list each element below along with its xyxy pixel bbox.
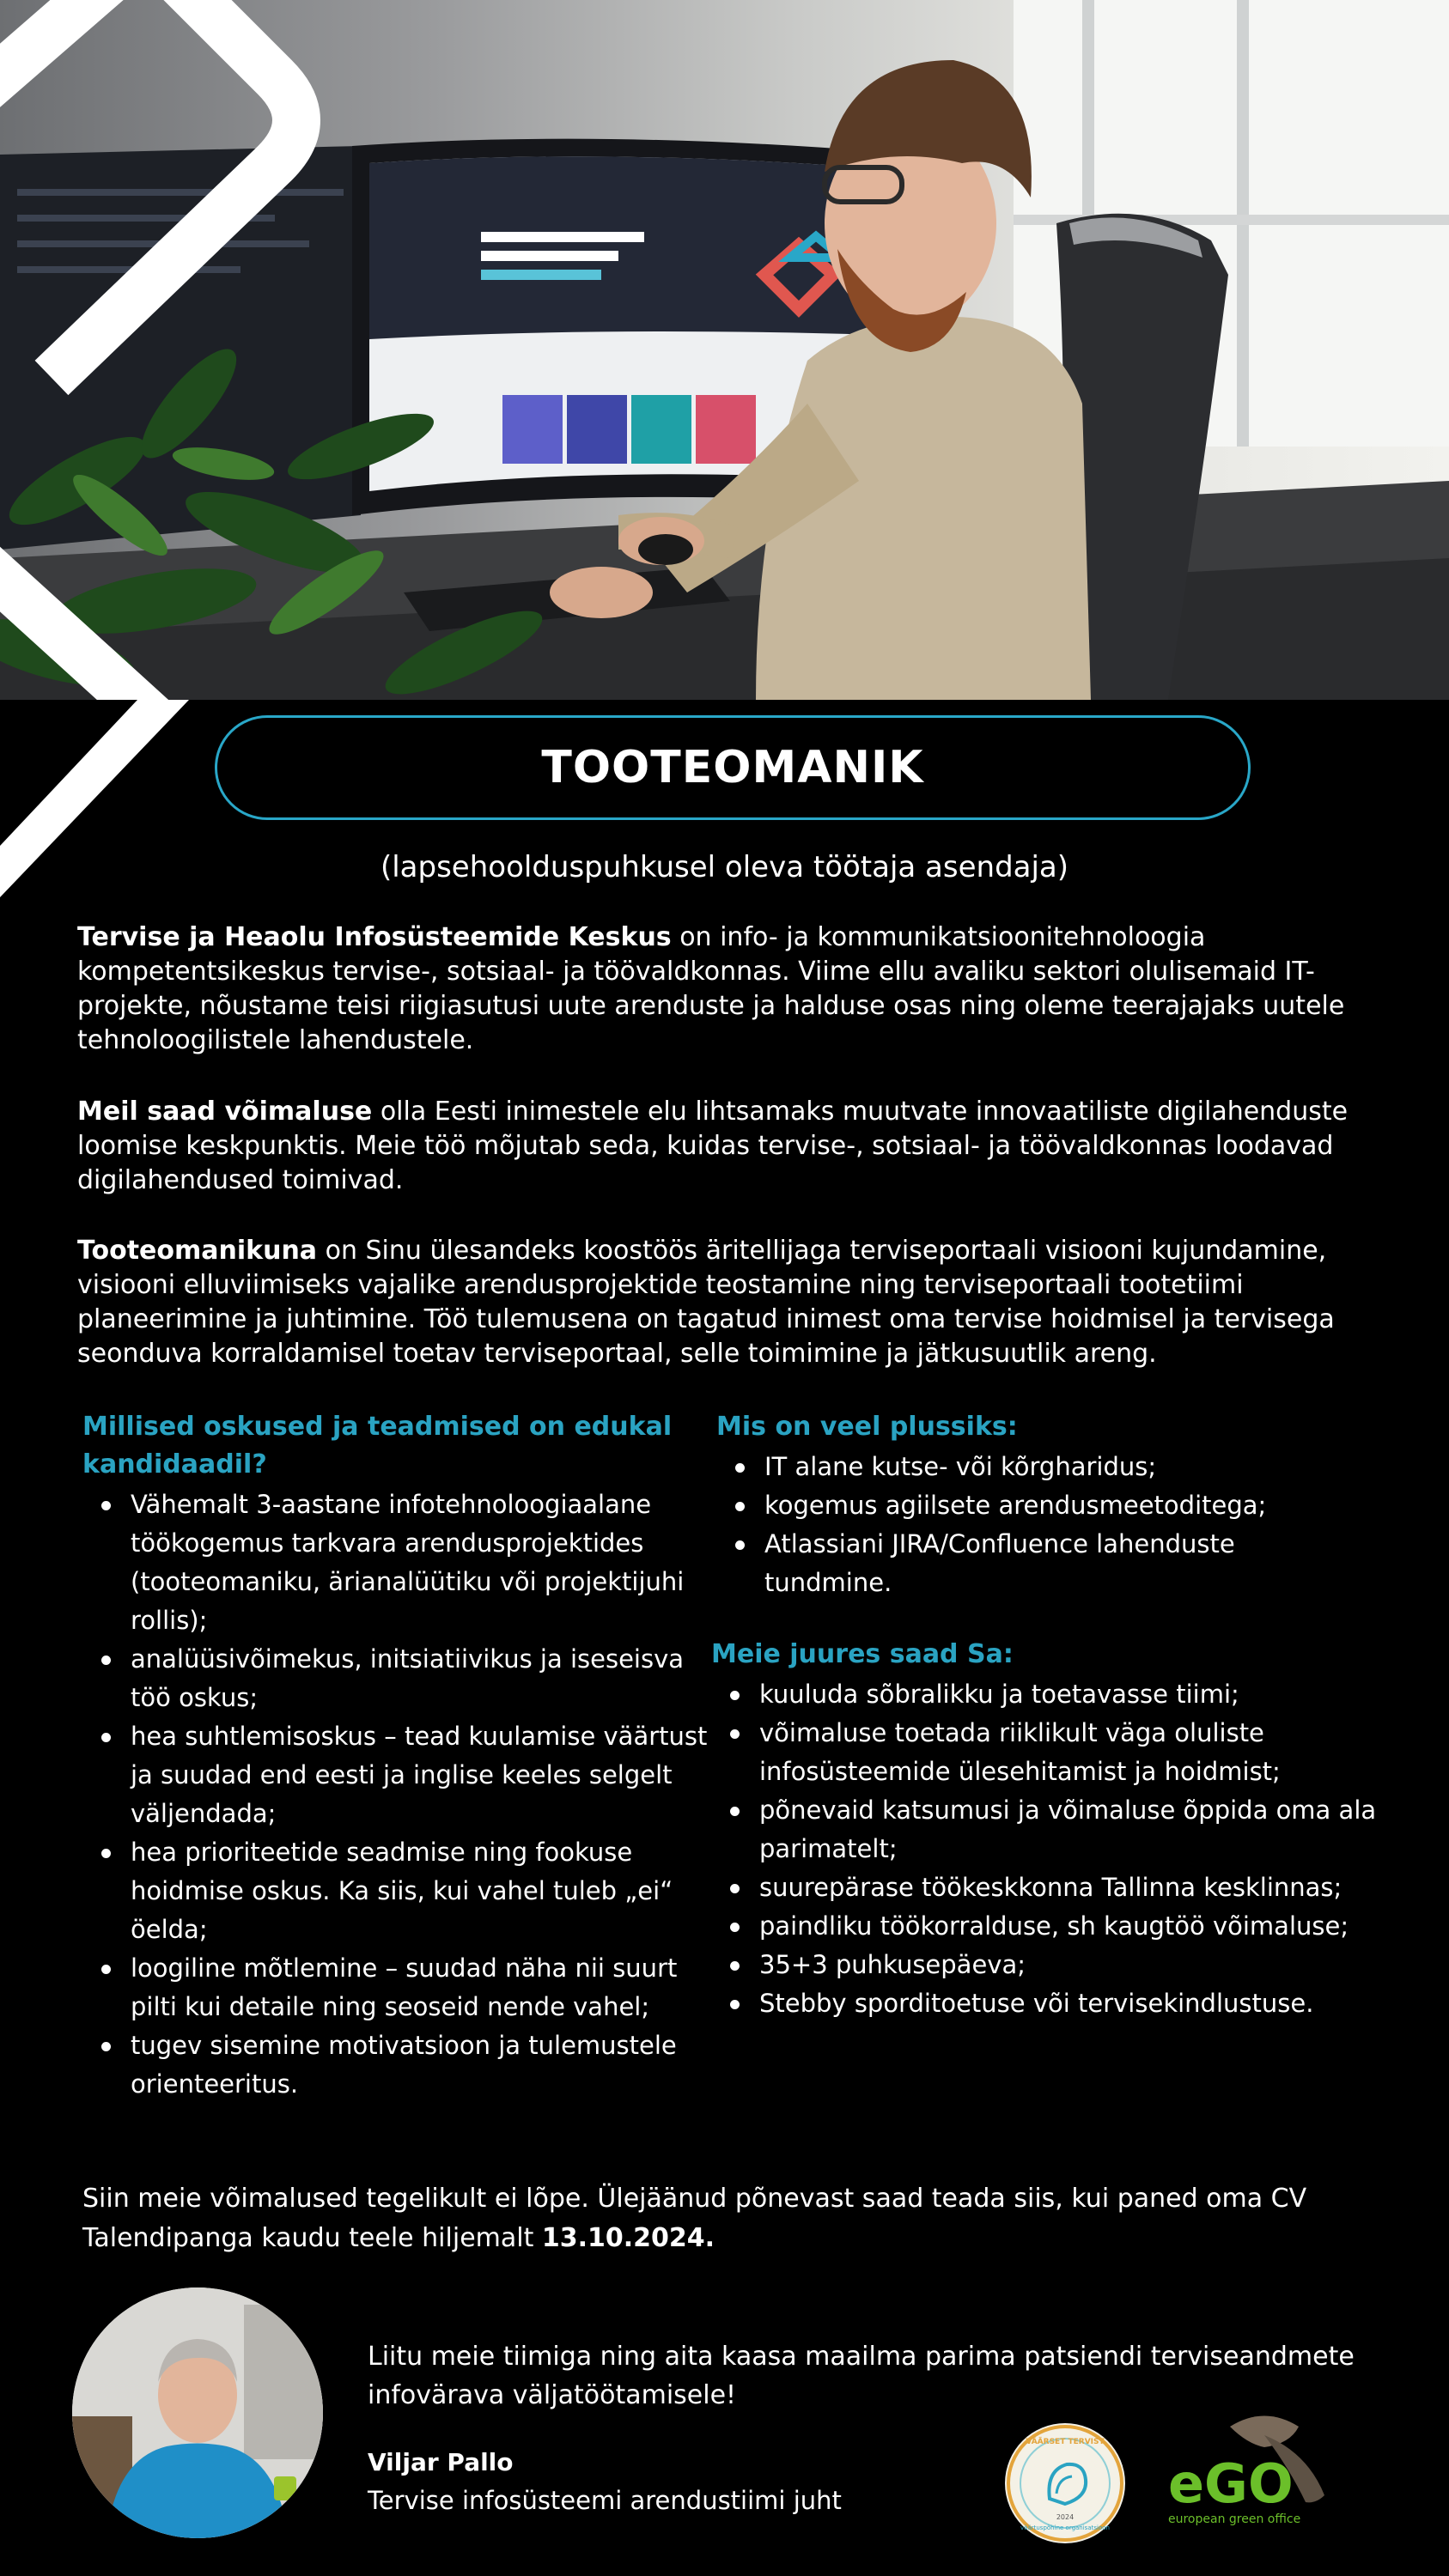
skills-heading: Millised oskused ja teadmised on edukal kandidaadil? bbox=[82, 1412, 673, 1479]
ego-subtitle: european green office bbox=[1168, 2512, 1301, 2526]
ego-leaf-icon bbox=[1161, 2409, 1350, 2538]
list-item: Atlassiani JIRA/Confluence lahenduste tundmine. bbox=[716, 1525, 1369, 1602]
list-item: tugev sisemine motivatsioon ja tulemustele orienteeritus. bbox=[82, 2026, 718, 2104]
avatar bbox=[72, 2287, 323, 2538]
list-item: 35+3 puhkusepäeva; bbox=[711, 1946, 1381, 1984]
list-item: kuuluda sõbralikku ja toetavasse tiimi; bbox=[711, 1675, 1381, 1714]
job-title-pill bbox=[215, 715, 1251, 820]
list-item: hea prioriteetide seadmise ning fookuse hoidmise oskus. Ka siis, kui vahel tuleb „ei“ öelda; bbox=[82, 1833, 718, 1949]
list-item: IT alane kutse- või kõrgharidus; bbox=[716, 1448, 1369, 1486]
list-item: hea suhtlemisoskus – tead kuulamise väärtust ja suudad end eesti ja inglise keeles selgelt väljendada; bbox=[82, 1717, 718, 1833]
plus-list bbox=[716, 1448, 1369, 1602]
seal-year: 2024 bbox=[1056, 2513, 1075, 2521]
job-title: TOOTEOMANIK bbox=[541, 742, 924, 793]
list-item: paindliku töökorralduse, sh kaugtöö võimaluse; bbox=[711, 1907, 1381, 1946]
hero-illustration bbox=[0, 0, 1449, 700]
seal-text: VÄÄRSET TERVIST bbox=[1026, 2438, 1105, 2446]
intro-text: olla Eesti inimestele elu lihtsamaks muutvate innovaatiliste digilahenduste loomise keskpunktis. Meie töö mõjutab seda, kuidas tervise-, sotsiaal- ja töövaldkonnas loodavad digilahendused toimivad. bbox=[77, 1097, 1349, 1195]
list-item: analüüsivõimekus, initsiatiivikus ja iseseisva töö oskus; bbox=[82, 1640, 718, 1717]
european-green-office-logo bbox=[1161, 2409, 1350, 2538]
list-item: põnevaid katsumusi ja võimaluse õppida oma ala parimatelt; bbox=[711, 1791, 1381, 1868]
list-item: suurepärase töökeskkonna Tallinna kesklinnas; bbox=[711, 1868, 1381, 1907]
join-message: Liitu meie tiimiga ning aita kaasa maailma parima patsiendi terviseandmete infovärava väljatöötamisele! bbox=[368, 2342, 1355, 2410]
chevron-decoration bbox=[0, 700, 223, 923]
application-deadline: 13.10.2024. bbox=[541, 2223, 715, 2253]
list-item: loogiline mõtlemine – suudad näha nii suurt pilti kui detaile ning seoseid nende vahel; bbox=[82, 1949, 718, 2026]
vaarset-tervist-seal-logo bbox=[1005, 2423, 1125, 2543]
intro-lead: Tooteomanikuna bbox=[77, 1236, 318, 1266]
intro-lead: Meil saad võimaluse bbox=[77, 1097, 373, 1127]
skills-list bbox=[82, 1485, 718, 2104]
contact-role: Tervise infosüsteemi arendustiimi juht bbox=[368, 2486, 842, 2515]
intro-text: on Sinu ülesandeks koostöös äritellijaga terviseportaali visiooni kujundamine, visiooni elluviimiseks vajalike arendusprojektide teostamine ning terviseportaali tootetiimi planeerimine ja juhtimine. Töö tulemusena on tagatud inimest oma tervise hoidmisel ja tervisega seonduva korraldamisel toetav terviseportaal, selle toimimine ja jätkusuutlik areng. bbox=[77, 1236, 1335, 1369]
avatar-portrait bbox=[72, 2287, 323, 2538]
intro-paragraph-1 bbox=[77, 920, 1383, 1058]
list-item: Vähemalt 3-aastane infotehnoloogiaalane töökogemus tarkvara arendusprojektides (tooteomaniku, ärianalüütiku või projektijuhi rollis); bbox=[82, 1485, 718, 1640]
offer-heading: Meie juures saad Sa: bbox=[711, 1639, 1014, 1669]
offer-list bbox=[711, 1675, 1381, 2023]
list-item: kogemus agiilsete arendusmeetoditega; bbox=[716, 1486, 1369, 1525]
list-item: Stebby sporditoetuse või tervisekindlustuse. bbox=[711, 1984, 1381, 2023]
intro-paragraph-3 bbox=[77, 1234, 1383, 1371]
intro-paragraph-2 bbox=[77, 1095, 1383, 1198]
list-item: võimaluse toetada riiklikult väga oluliste infosüsteemide ülesehitamist ja hoidmist; bbox=[711, 1714, 1381, 1791]
intro-lead: Tervise ja Heaolu Infosüsteemide Keskus bbox=[77, 922, 672, 952]
ego-wordmark: eGO bbox=[1168, 2452, 1294, 2515]
closing-text: Siin meie võimalused tegelikult ei lõpe. Ülejäänud põnevast saad teada siis, kui paned oma CV Talendipanga kaudu teele hiljemalt bbox=[82, 2184, 1307, 2253]
contact-name: Viljar Pallo bbox=[368, 2448, 514, 2476]
seal-icon bbox=[1005, 2423, 1125, 2543]
intro-text: on info- ja kommunikatsioonitehnoloogia kompetentsikeskus tervise-, sotsiaal- ja töövaldkonnas. Viime ellu avaliku sektori olulisemaid IT-projekte, nõustame teisi riigiasutusi uute arenduste ja halduse osas ning oleme teerajajaks uutele tehnoloogilistele lahendustele. bbox=[77, 922, 1345, 1055]
hero-photo bbox=[0, 0, 1449, 700]
plus-heading: Mis on veel plussiks: bbox=[716, 1412, 1018, 1442]
job-subtitle: (lapsehoolduspuhkusel oleva töötaja asendaja) bbox=[380, 850, 1069, 884]
seal-subtext: väärtuspõhine organisatsioon bbox=[1020, 2524, 1110, 2531]
closing-paragraph bbox=[82, 2179, 1371, 2258]
